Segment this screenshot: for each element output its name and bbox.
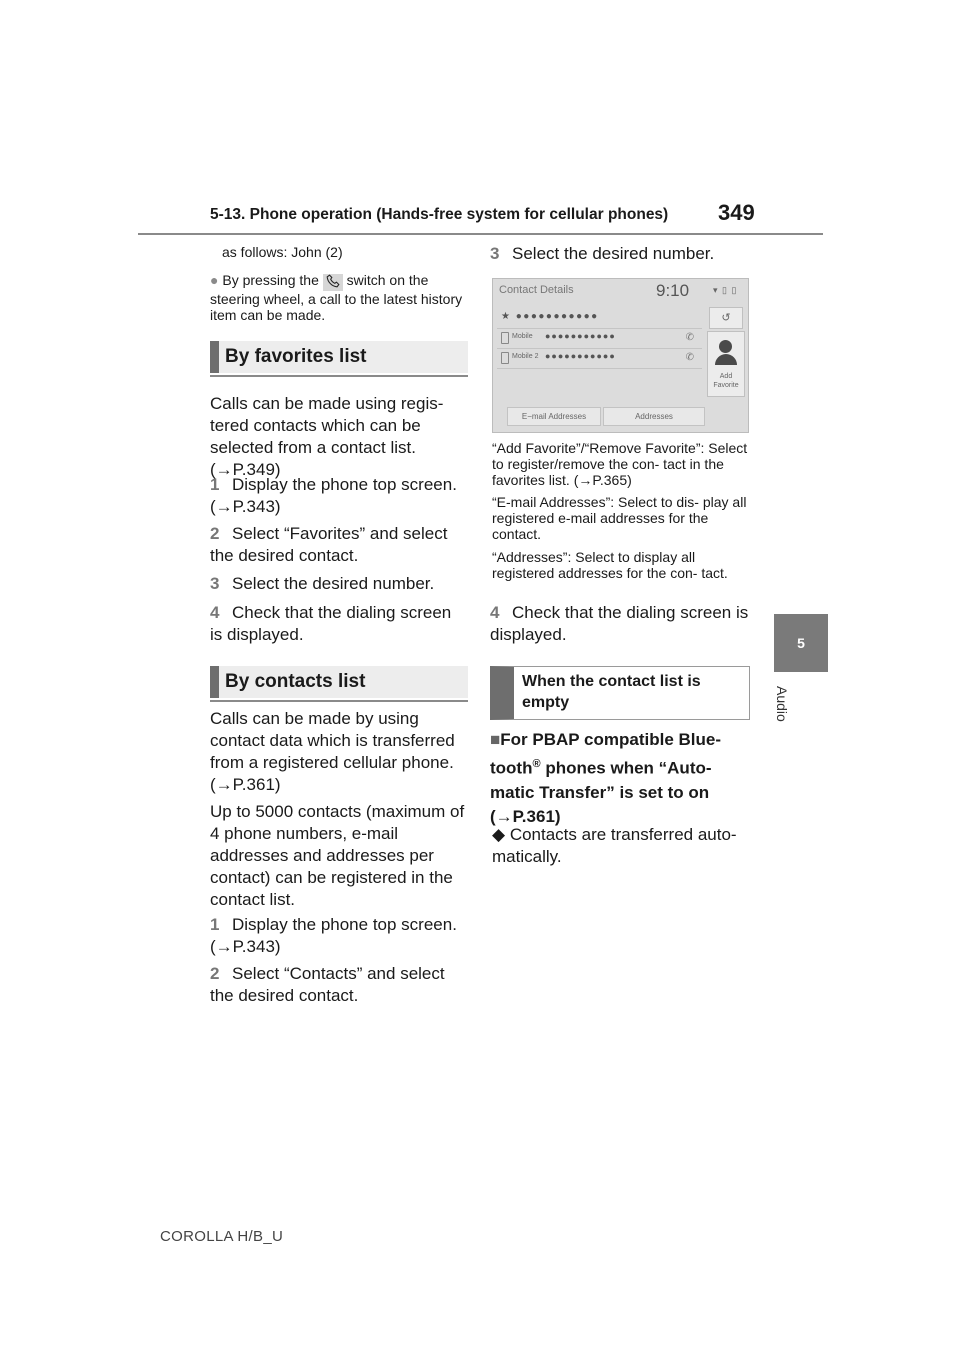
favorites-step-1: 1 Display the phone top screen. (→P.343) — [210, 475, 457, 516]
back-button[interactable]: ↺ — [709, 307, 743, 329]
addresses-button[interactable]: Addresses — [603, 407, 705, 426]
section-contacts-heading: By contacts list — [210, 666, 468, 698]
right-step-3: 3 Select the desired number. — [490, 244, 715, 263]
note-email: “E-mail Addresses”: Select to dis- play all registered e-mail addresses for the contact. — [492, 494, 747, 542]
chapter-label: Audio — [774, 686, 790, 722]
number-row-mobile-2[interactable]: Mobile 2 ●●●●●●●●●●● ✆ — [497, 348, 702, 369]
contacts-step-2: 2 Select “Contacts” and select the desired contact. — [210, 964, 445, 1005]
status-icons: ▾ ▯ ▯ — [713, 285, 738, 295]
mobile-device-icon — [501, 352, 509, 364]
note-addresses: “Addresses”: Select to display all registered addresses for the con- tact. — [492, 549, 728, 581]
section-rule — [210, 375, 468, 377]
add-favorite-button[interactable]: Add Favorite — [707, 331, 745, 397]
empty-contacts-box: When the contact list is empty — [490, 666, 750, 720]
phone-icon: ✆ — [685, 352, 694, 363]
footer-model: COROLLA H/B_U — [160, 1228, 284, 1245]
right-step-4: 4 Check that the dialing screen is displayed. — [490, 603, 749, 644]
contacts-step-1: 1 Display the phone top screen. (→P.343) — [210, 915, 457, 956]
note-favorite: “Add Favorite”/“Remove Favorite”: Select to register/remove the con- tact in the favorites list. (→P.365) — [492, 440, 748, 488]
phone-icon: ✆ — [685, 332, 694, 343]
intro-text: as follows: John (2) — [222, 244, 343, 260]
contacts-paragraph-2: Up to 5000 contacts (maximum of 4 phone numbers, e-mail addresses and addresses per contact) can be registered in the contact list. — [210, 802, 465, 909]
bullet-dot: ● — [210, 272, 219, 288]
page-header-title: 5-13. Phone operation (Hands-free system for cellular phones) — [210, 206, 669, 223]
diamond-bullet: ◆ — [492, 825, 506, 844]
chapter-tab — [774, 614, 828, 672]
screen-clock: 9:10 — [656, 281, 690, 300]
page-number: 349 — [718, 200, 755, 225]
number-row-mobile[interactable]: Mobile ●●●●●●●●●●● ✆ — [497, 328, 702, 348]
favorites-step-4: 4 Check that the dialing screen is displayed. — [210, 603, 452, 644]
bullet-pre: By pressing the — [222, 272, 319, 288]
contact-details-screen — [492, 278, 749, 433]
header-divider — [138, 233, 823, 235]
transfer-bullet: ◆ Contacts are transferred auto- matically. — [492, 825, 737, 866]
pbap-subheading: ■For PBAP compatible Blue- tooth® phones when “Auto- matic Transfer” is set to on (→P.361) — [490, 730, 721, 826]
phone-icon — [323, 274, 343, 291]
avatar-icon — [719, 340, 732, 353]
bullet-note — [210, 272, 468, 323]
bullet-post: switch on the steering wheel, a call to the latest history item can be made. — [210, 272, 463, 323]
favorites-step-2: 2 Select “Favorites” and select the desired contact. — [210, 524, 448, 565]
contacts-paragraph-1: Calls can be made by using contact data which is transferred from a registered cellular phone. (→P.361) — [210, 709, 455, 794]
favorites-step-3: 3 Select the desired number. — [210, 574, 435, 593]
favorites-paragraph: Calls can be made using regis- tered contacts which can be selected from a contact list. (→P.349) — [210, 394, 444, 479]
chapter-number: 5 — [797, 635, 805, 651]
section-favorites-heading: By favorites list — [210, 341, 468, 373]
mobile-device-icon — [501, 332, 509, 344]
email-addresses-button[interactable]: E−mail Addresses — [507, 407, 601, 426]
section-rule — [210, 700, 468, 702]
screen-title: Contact Details — [499, 284, 574, 296]
contact-name: ★ ●●●●●●●●●●● — [501, 311, 599, 322]
square-bullet: ■ — [490, 730, 501, 749]
